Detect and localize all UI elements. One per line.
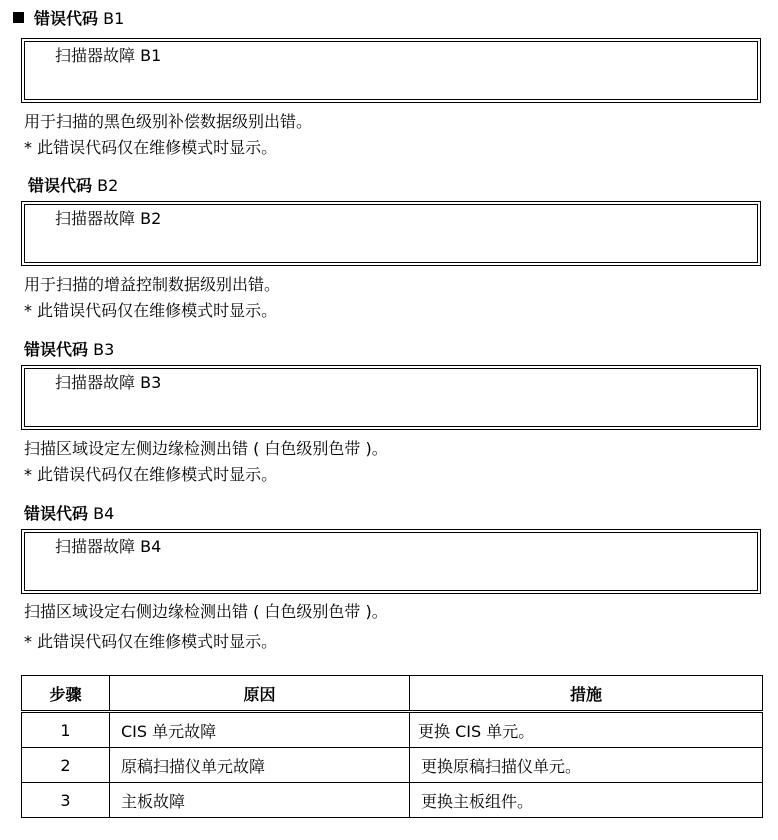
error-message-text: 扫描器故障 B3 (55, 373, 162, 392)
cell-cause: CIS 单元故障 (110, 712, 410, 748)
cell-step: 2 (22, 748, 110, 783)
heading-code: B2 (97, 176, 119, 195)
header-cause: 原因 (110, 676, 410, 712)
square-bullet-icon (13, 12, 24, 23)
heading-label: 错误代码 (24, 340, 89, 359)
error-description-b4: 扫描区域设定右侧边缘检测出错 ( 白色级别色带 )。 (24, 602, 388, 621)
heading-label: 错误代码 (28, 176, 93, 195)
error-note-b1: * 此错误代码仅在维修模式时显示。 (24, 138, 278, 157)
section-heading-b4 (24, 504, 114, 524)
cell-action: 更换主板组件。 (410, 783, 763, 818)
error-description-b2: 用于扫描的增益控制数据级别出错。 (24, 275, 281, 294)
error-description-b3: 扫描区域设定左侧边缘检测出错 ( 白色级别色带 )。 (24, 439, 388, 458)
heading-code: B4 (93, 504, 115, 523)
error-message-box-b4 (21, 529, 761, 594)
header-step: 步骤 (22, 676, 110, 712)
error-note-b4: * 此错误代码仅在维修模式时显示。 (24, 632, 278, 651)
error-message-box-b1 (21, 38, 761, 103)
heading-label: 错误代码 (24, 504, 89, 523)
table-header-row (22, 676, 763, 712)
remedy-table (21, 675, 763, 818)
heading-label: 错误代码 (34, 9, 99, 28)
section-heading-b2 (28, 176, 118, 196)
section-heading-b1 (13, 9, 124, 29)
heading-code: B3 (93, 340, 115, 359)
table-row (22, 783, 763, 818)
header-action: 措施 (410, 676, 763, 712)
error-message-text: 扫描器故障 B4 (55, 537, 162, 556)
error-message-box-b3 (21, 365, 761, 430)
error-message-text: 扫描器故障 B2 (55, 209, 162, 228)
cell-step: 3 (22, 783, 110, 818)
cell-step: 1 (22, 712, 110, 748)
cell-cause: 原稿扫描仪单元故障 (110, 748, 410, 783)
error-message-text: 扫描器故障 B1 (55, 46, 162, 65)
error-note-b3: * 此错误代码仅在维修模式时显示。 (24, 465, 278, 484)
table-row (22, 712, 763, 748)
cell-action: 更换 CIS 单元。 (410, 712, 763, 748)
table-row (22, 748, 763, 783)
section-heading-b3 (24, 340, 114, 360)
heading-code: B1 (103, 9, 125, 28)
error-description-b1: 用于扫描的黑色级别补偿数据级别出错。 (24, 112, 313, 131)
error-message-box-b2 (21, 201, 761, 266)
cell-cause: 主板故障 (110, 783, 410, 818)
error-note-b2: * 此错误代码仅在维修模式时显示。 (24, 301, 278, 320)
cell-action: 更换原稿扫描仪单元。 (410, 748, 763, 783)
